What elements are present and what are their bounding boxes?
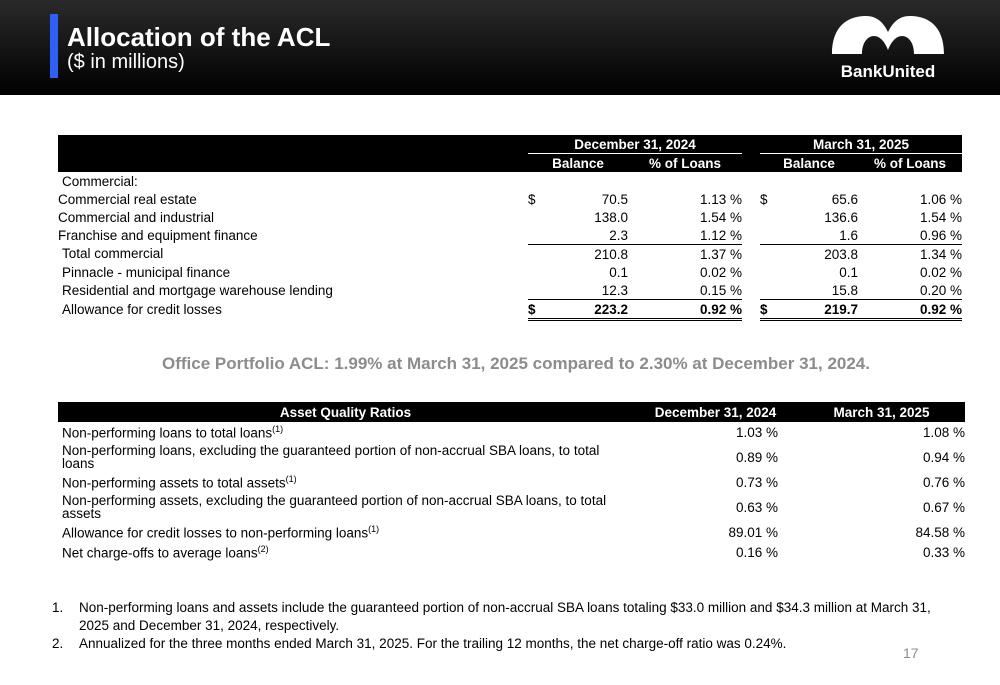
- slide-subtitle: ($ in millions): [67, 51, 185, 73]
- pct-dec: 0.92 %: [628, 300, 742, 320]
- col-pct-mar: % of Loans: [858, 154, 962, 173]
- currency-symbol: [760, 263, 774, 281]
- section-row: [58, 172, 962, 190]
- footnote-text: Annualized for the three months ended March 31, 2025. For the trailing 12 months, the net charge-off ratio was 0.24%.: [79, 636, 787, 651]
- balance-mar: 219.7: [774, 300, 858, 320]
- table-row-total: [58, 300, 962, 320]
- balance-mar: 136.6: [824, 209, 858, 225]
- table-row: [58, 281, 962, 300]
- ratios-header-dec: December 31, 2024: [633, 402, 798, 422]
- currency-symbol: [528, 263, 542, 281]
- balance-dec: 70.5: [601, 191, 628, 207]
- row-label: Total commercial: [62, 246, 164, 262]
- ratio-dec: 0.73 %: [735, 474, 778, 490]
- section-label: Commercial:: [62, 173, 138, 189]
- row-label: Residential and mortgage warehouse lending: [62, 282, 333, 298]
- pct-mar: 0.96 %: [858, 226, 962, 245]
- office-portfolio-note: Office Portfolio ACL: 1.99% at March 31, 2025 compared to 2.30% at December 31, 2024.: [162, 354, 870, 373]
- footnote-text: Non-performing loans and assets include the guaranteed portion of non-accrual SBA loans totaling $33.0 million and $34.3 million at March 31, 2025 and December 31, 2024, respectively.: [79, 600, 931, 633]
- pct-dec: 1.12 %: [628, 226, 742, 245]
- ratio-mar: 0.67 %: [922, 499, 965, 515]
- ratio-mar: 0.76 %: [922, 474, 965, 490]
- pct-dec: 1.37 %: [699, 246, 742, 262]
- pct-mar: 1.54 %: [919, 209, 962, 225]
- col-pct-dec: % of Loans: [628, 154, 742, 173]
- currency-symbol: [760, 208, 774, 226]
- ratio-mar: 1.08 %: [922, 424, 965, 440]
- ratios-header-label: Asset Quality Ratios: [58, 402, 633, 422]
- currency-symbol: [760, 281, 774, 300]
- pct-mar: 1.06 %: [919, 191, 962, 207]
- ratio-dec: 0.63 %: [735, 499, 778, 515]
- pct-dec: 0.15 %: [628, 281, 742, 300]
- pct-mar: 0.20 %: [858, 281, 962, 300]
- row-label: Commercial real estate: [58, 191, 197, 207]
- slide-title: Allocation of the ACL: [67, 22, 331, 52]
- table-header-columns: [58, 154, 962, 173]
- row-label: Commercial and industrial: [58, 209, 215, 225]
- pct-mar: 0.02 %: [919, 264, 962, 280]
- ratio-dec: 89.01 %: [728, 524, 778, 540]
- ratio-label: Non-performing loans, excluding the guaranteed portion of non-accrual SBA loans, to total loans: [62, 443, 600, 471]
- currency-symbol: [528, 208, 542, 226]
- pct-dec: 1.54 %: [699, 209, 742, 225]
- balance-mar: 0.1: [839, 264, 858, 280]
- ratio-mar: 0.33 %: [922, 544, 965, 560]
- pct-dec: 0.02 %: [699, 264, 742, 280]
- footnote-ref: (2): [257, 543, 269, 554]
- currency-symbol: [528, 226, 542, 245]
- currency-symbol: [760, 245, 774, 264]
- slide-header: [0, 0, 1000, 95]
- ratios-header-mar: March 31, 2025: [798, 402, 965, 422]
- ratio-mar: 0.94 %: [922, 449, 965, 465]
- page-number: 17: [903, 645, 919, 661]
- table-header-periods: [58, 135, 962, 154]
- table-row: [58, 226, 962, 245]
- ratio-label: Net charge-offs to average loans$^{(2)}$: [62, 543, 269, 561]
- col-balance-mar: Balance: [760, 154, 858, 173]
- logo-wordmark: BankUnited: [840, 62, 936, 81]
- balance-dec: 12.3: [542, 281, 628, 300]
- pct-mar: 0.92 %: [858, 300, 962, 320]
- table-row: [58, 522, 965, 542]
- footnote-ref: (1): [285, 473, 297, 484]
- balance-dec: 210.8: [594, 246, 628, 262]
- footnote-ref: (1): [368, 523, 380, 534]
- pct-dec: 1.13 %: [699, 191, 742, 207]
- currency-symbol: $: [760, 300, 774, 320]
- table-row: [58, 492, 965, 522]
- table-row: [58, 208, 962, 226]
- balance-dec: 138.0: [594, 209, 628, 225]
- currency-symbol: [528, 245, 542, 264]
- row-label: Pinnacle - municipal finance: [62, 264, 231, 280]
- title-accent-bar: [50, 14, 58, 78]
- logo-arch-icon: [826, 12, 950, 62]
- footnote-item: [52, 635, 932, 653]
- footnotes: [52, 599, 932, 653]
- currency-symbol: [760, 226, 774, 245]
- row-label: Allowance for credit losses: [62, 302, 222, 317]
- balance-mar: 203.8: [824, 246, 858, 262]
- ratio-label: Non-performing assets to total assets$^{(1)}$: [62, 473, 297, 491]
- asset-quality-ratios-table: [58, 402, 965, 562]
- balance-mar: 1.6: [774, 226, 858, 245]
- table-row: [58, 190, 962, 208]
- currency-symbol: $: [528, 191, 536, 207]
- ratio-dec: 1.03 %: [735, 424, 778, 440]
- ratios-header: [58, 402, 965, 422]
- ratio-label: Non-performing assets, excluding the guaranteed portion of non-accrual SBA loans, to total assets: [62, 493, 607, 521]
- table-row: [58, 472, 965, 492]
- balance-dec: 2.3: [542, 226, 628, 245]
- footnote-item: [52, 599, 932, 635]
- footnote-number: 1.: [52, 600, 64, 615]
- table-row: [58, 422, 965, 442]
- currency-symbol: $: [528, 300, 542, 320]
- period-dec-2024: December 31, 2024: [528, 135, 742, 154]
- row-label: Franchise and equipment finance: [58, 227, 258, 243]
- ratio-dec: 0.89 %: [735, 449, 778, 465]
- balance-dec: 0.1: [609, 264, 628, 280]
- bankunited-logo: [826, 12, 950, 84]
- table-row-subtotal: [58, 245, 962, 264]
- currency-symbol: $: [760, 191, 768, 207]
- table-row: [58, 542, 965, 562]
- ratio-label: Non-performing loans to total loans$^{(1)}$: [62, 423, 284, 441]
- footnote-ref: (1): [272, 423, 284, 434]
- table-row: [58, 263, 962, 281]
- acl-allocation-table: [58, 135, 962, 321]
- ratio-label: Allowance for credit losses to non-performing loans$^{(1)}$: [62, 523, 380, 541]
- currency-symbol: [528, 281, 542, 300]
- col-balance-dec: Balance: [528, 154, 628, 173]
- table-row: [58, 442, 965, 472]
- ratio-dec: 0.16 %: [735, 544, 778, 560]
- period-mar-2025: March 31, 2025: [760, 135, 962, 154]
- ratio-mar: 84.58 %: [915, 524, 965, 540]
- balance-mar: 15.8: [774, 281, 858, 300]
- pct-mar: 1.34 %: [919, 246, 962, 262]
- footnote-number: 2.: [52, 636, 64, 651]
- balance-dec: 223.2: [542, 300, 628, 320]
- balance-mar: 65.6: [831, 191, 858, 207]
